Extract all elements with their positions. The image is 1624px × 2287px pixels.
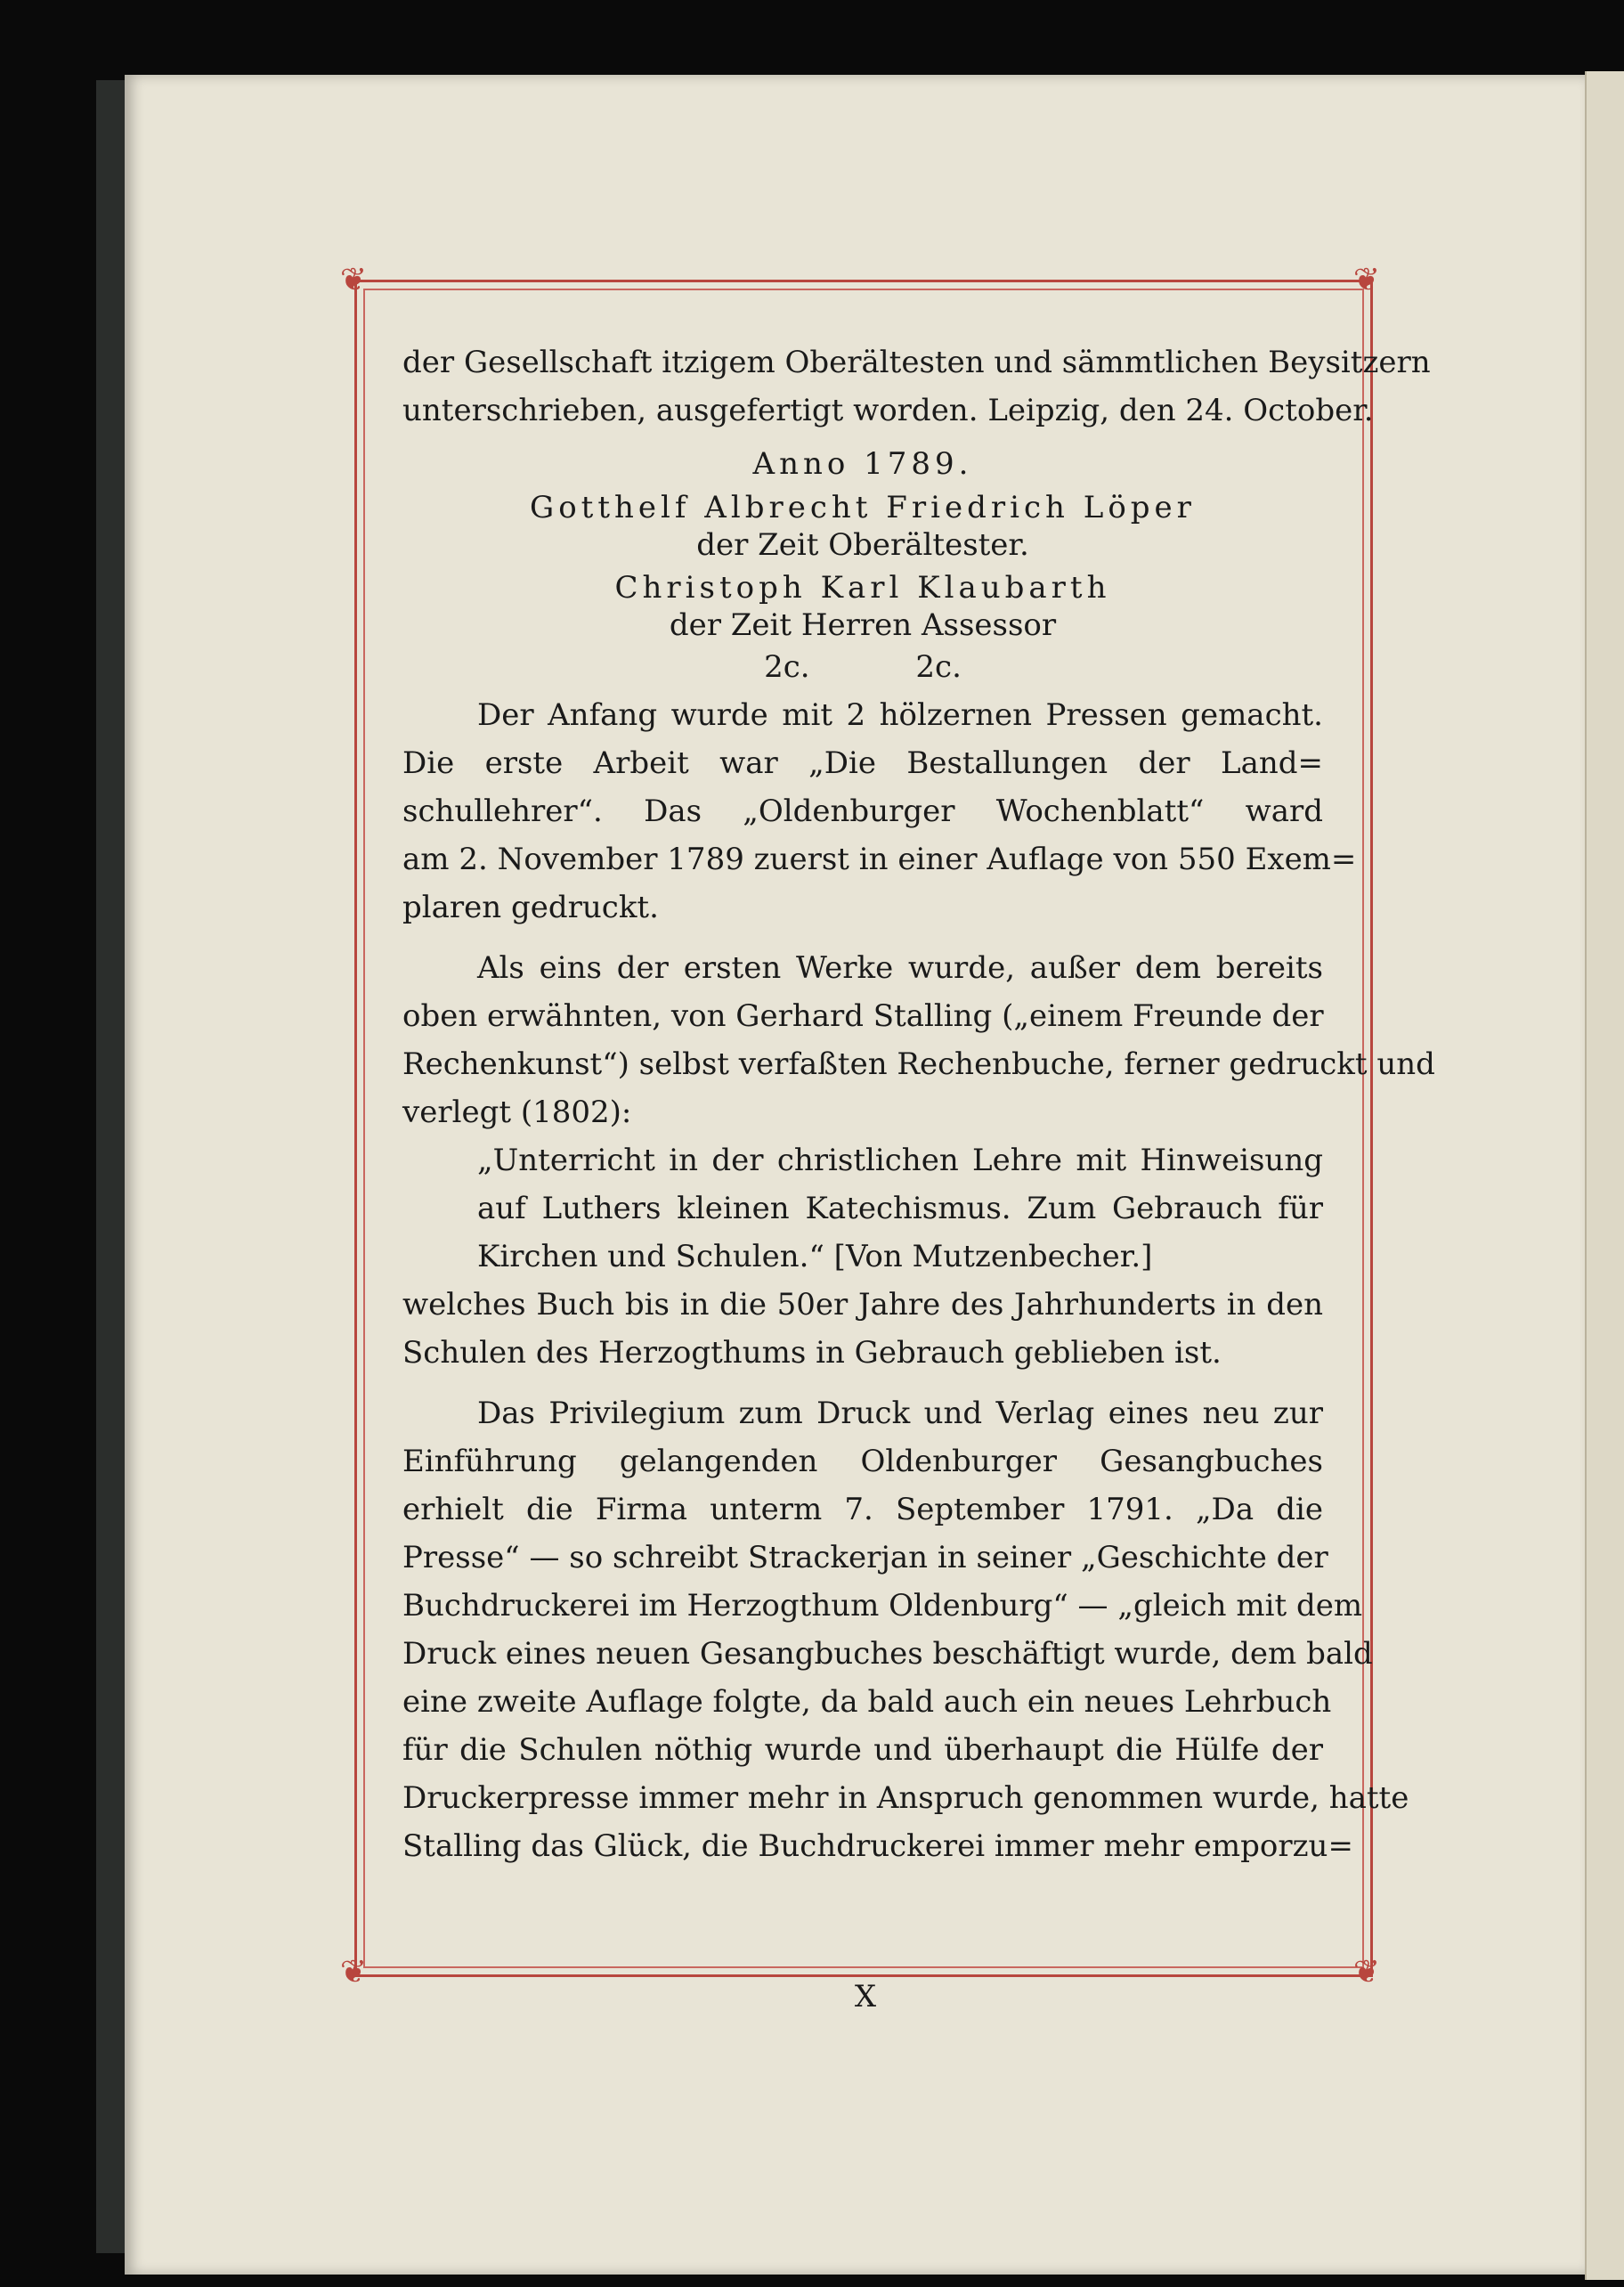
text-line: Druckerpresse immer mehr in Anspruch genommen wurde, hatte — [402, 1780, 1409, 1816]
text-line: für die Schulen nöthig wurde und überhaupt die Hülfe der — [402, 1732, 1323, 1768]
date-line: Anno 1789. — [752, 446, 973, 482]
text-line: Stalling das Glück, die Buchdruckerei immer mehr emporzu= — [402, 1828, 1353, 1864]
text-line: Der Anfang wurde mit 2 hölzernen Pressen gemacht. — [477, 697, 1323, 733]
signature-name: Christoph Karl Klaubarth — [614, 570, 1111, 606]
signature-title: der Zeit Herren Assessor — [669, 607, 1057, 643]
page-number: X — [854, 1979, 877, 2014]
text-line: welches Buch bis in die 50er Jahre des Jahrhunderts in den — [402, 1287, 1323, 1323]
signature-title: der Zeit Oberältester. — [696, 527, 1029, 563]
text-line: Buchdruckerei im Herzogthum Oldenburg“ — „gleich mit dem — [402, 1588, 1363, 1624]
etc-line: 2c. 2c. — [764, 649, 962, 685]
quote-line: auf Luthers kleinen Katechismus. Zum Gebrauch für — [477, 1191, 1323, 1226]
text-line: oben erwähnten, von Gerhard Stalling („einem Freunde der — [402, 998, 1324, 1034]
text-line: unterschrieben, ausgefertigt worden. Leipzig, den 24. October. — [402, 393, 1374, 428]
text-line: Schulen des Herzogthums in Gebrauch geblieben ist. — [402, 1335, 1222, 1371]
text-line: Presse“ — so schreibt Strackerjan in seiner „Geschichte der — [402, 1540, 1328, 1575]
text-line: erhielt die Firma unterm 7. September 1791. „Da die — [402, 1492, 1323, 1527]
signature-name: Gotthelf Albrecht Friedrich Löper — [530, 490, 1196, 525]
text-line: der Gesellschaft itzigem Oberältesten und sämmtlichen Beysitzern — [402, 345, 1431, 380]
corner-ornament-icon: ❦ — [339, 1954, 368, 1990]
text-line: Als eins der ersten Werke wurde, außer dem bereits — [477, 950, 1323, 986]
text-line: plaren gedruckt. — [402, 890, 659, 925]
text-line: Die erste Arbeit war „Die Bestallungen der Land= — [402, 745, 1323, 781]
page-text — [402, 338, 1435, 1870]
facing-page-edge — [1585, 71, 1624, 2280]
text-line: Rechenkunst“) selbst verfaßten Rechenbuche, ferner gedruckt und — [402, 1046, 1435, 1082]
corner-ornament-icon: ❦ — [339, 262, 368, 298]
text-line: verlegt (1802): — [402, 1095, 632, 1130]
corner-ornament-icon: ❦ — [1352, 262, 1381, 298]
text-line: am 2. November 1789 zuerst in einer Auflage von 550 Exem= — [402, 842, 1357, 877]
quote-line: „Unterricht in der christlichen Lehre mit Hinweisung — [477, 1143, 1323, 1178]
text-line: Einführung gelangenden Oldenburger Gesangbuches — [402, 1444, 1323, 1479]
quote-line: Kirchen und Schulen.“ [Von Mutzenbecher.] — [477, 1239, 1153, 1274]
text-line: Das Privilegium zum Druck und Verlag eines neu zur — [477, 1396, 1323, 1431]
text-line: eine zweite Auflage folgte, da bald auch ein neues Lehrbuch — [402, 1684, 1332, 1720]
text-line: Druck eines neuen Gesangbuches beschäftigt wurde, dem bald — [402, 1636, 1373, 1672]
corner-ornament-icon: ❦ — [1352, 1954, 1381, 1990]
text-line: schullehrer“. Das „Oldenburger Wochenblatt“ ward — [402, 794, 1323, 829]
